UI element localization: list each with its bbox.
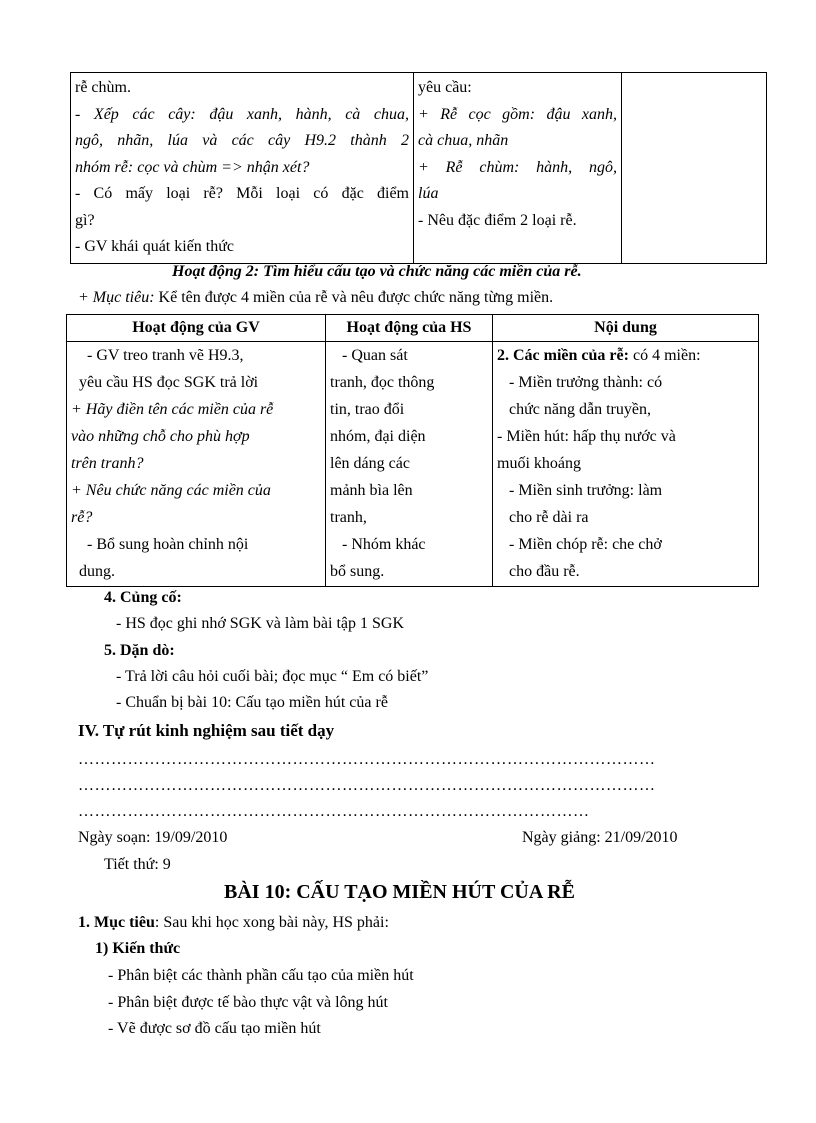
table-row: [67, 342, 759, 587]
dotted-line: …………………………………………………………………………………: [78, 803, 590, 820]
teach-date: Ngày giảng: 21/09/2010: [522, 829, 678, 846]
objective-text: : Sau khi học xong bài này, HS phải:: [154, 914, 389, 931]
objective-label: + Mục tiêu:: [78, 289, 155, 306]
text-line: lên dáng các: [330, 455, 410, 472]
dotted-line: ……………………………………………………………………………………………: [78, 751, 656, 768]
text-line: rễ?: [71, 509, 93, 526]
text-line: + Rễ cọc gồm: đậu xanh,: [418, 105, 617, 123]
text-line: tranh, đọc thông: [330, 374, 435, 391]
column-header: Hoạt động của GV: [67, 315, 326, 342]
consolidation-item: - HS đọc ghi nhớ SGK và làm bài tập 1 SGK: [116, 615, 404, 632]
activity1-table: [70, 72, 767, 264]
text-line: - Xếp các cây: đậu xanh, hành, cà chua,: [75, 105, 409, 123]
lesson-objective: [78, 914, 389, 932]
period-number: Tiết thứ: 9: [104, 856, 171, 873]
text-line: - Miền chóp rễ: che chở: [509, 536, 662, 553]
column-header: Hoạt động của HS: [326, 315, 493, 342]
text-line: yêu cầu HS đọc SGK trả lời: [79, 374, 259, 391]
dotted-line: ……………………………………………………………………………………………: [78, 777, 656, 794]
text-line: mảnh bìa lên: [330, 482, 413, 499]
text-line: - Có mấy loại rễ? Mỗi loại có đặc điểm: [75, 185, 409, 202]
homework-item: - Trả lời câu hỏi cuối bài; đọc mục “ Em có biết”: [116, 668, 429, 685]
text-line: tin, trao đổi: [330, 401, 405, 418]
text-line: dung.: [79, 563, 115, 580]
activity2-table: [66, 314, 759, 587]
table-header-row: [67, 315, 759, 342]
text-line: trên tranh?: [71, 455, 144, 472]
text-line: lúa: [418, 185, 439, 202]
text-line: - Bổ sung hoàn chỉnh nội: [87, 536, 249, 553]
text-line: - Miền hút: hấp thụ nước và: [497, 428, 676, 445]
activity2-objective: [78, 289, 553, 307]
teacher-activity-cell: [67, 342, 326, 587]
activity2-heading: Hoạt động 2: Tìm hiểu cấu tạo và chức năng các miền của rễ.: [172, 263, 582, 280]
content-cell: [493, 342, 759, 587]
text-line: muối khoáng: [497, 455, 581, 472]
content-cell-empty: [622, 73, 767, 264]
text-line: rễ chùm.: [75, 79, 131, 96]
knowledge-item: - Phân biệt được tế bào thực vật và lông hút: [108, 994, 388, 1011]
text-line: + Nêu chức năng các miền của: [71, 482, 271, 499]
lesson-title: BÀI 10: CẤU TẠO MIỀN HÚT CỦA RỄ: [224, 881, 575, 903]
text-line: + Hãy điền tên các miền của rễ: [71, 401, 274, 418]
text-line: ngô, nhãn, lúa và các cây H9.2 thành 2: [75, 132, 409, 149]
text-line: - Miền trưởng thành: có: [509, 374, 663, 391]
text-line: - Nêu đặc điểm 2 loại rễ.: [418, 211, 577, 229]
text-line: - Nhóm khác: [342, 536, 426, 553]
column-header: Nội dung: [493, 315, 759, 342]
text-line: cho rễ dài ra: [509, 509, 589, 526]
text-line: tranh,: [330, 509, 367, 526]
text-line: - GV treo tranh vẽ H9.3,: [87, 347, 244, 364]
text-line: gì?: [75, 211, 95, 229]
prep-date: Ngày soạn: 19/09/2010: [78, 829, 228, 846]
text-line: nhóm rễ: cọc và chùm => nhận xét?: [75, 158, 310, 176]
text-line: bổ sung.: [330, 563, 385, 580]
consolidation-heading: 4. Củng cố:: [104, 589, 182, 606]
text-line: vào những chỗ cho phù hợp: [71, 428, 250, 445]
experience-heading: IV. Tự rút kinh nghiệm sau tiết dạy: [78, 721, 335, 740]
student-activity-cell: [414, 73, 622, 264]
knowledge-heading: 1) Kiến thức: [95, 940, 181, 957]
text-line: - Quan sát: [342, 347, 408, 364]
text-line: cà chua, nhãn: [418, 132, 509, 149]
teacher-activity-cell: [71, 73, 414, 264]
text-line: - GV khái quát kiến thức: [75, 238, 235, 255]
student-activity-cell: [326, 342, 493, 587]
content-title-bold: 2. Các miền của rễ:: [497, 347, 629, 364]
text-line: yêu cầu:: [418, 79, 472, 96]
objective-label: 1. Mục tiêu: [78, 914, 155, 931]
text-line: chức năng dẫn truyền,: [509, 401, 651, 418]
knowledge-item: - Phân biệt các thành phần cấu tạo của miền hút: [108, 967, 414, 984]
table-row: [71, 73, 767, 264]
homework-heading: 5. Dặn dò:: [104, 642, 175, 659]
knowledge-item: - Vẽ được sơ đồ cấu tạo miền hút: [108, 1020, 321, 1037]
content-title: [497, 342, 754, 369]
content-title-rest: có 4 miền:: [628, 347, 701, 364]
text-line: cho đầu rễ.: [509, 563, 580, 580]
objective-text: Kể tên được 4 miền của rễ và nêu được chức năng từng miền.: [154, 289, 554, 306]
text-line: - Miền sinh trưởng: làm: [509, 482, 663, 499]
text-line: nhóm, đại diện: [330, 428, 426, 445]
homework-item: - Chuẩn bị bài 10: Cấu tạo miền hút của rễ: [116, 694, 388, 711]
text-line: + Rễ chùm: hành, ngô,: [418, 158, 617, 176]
